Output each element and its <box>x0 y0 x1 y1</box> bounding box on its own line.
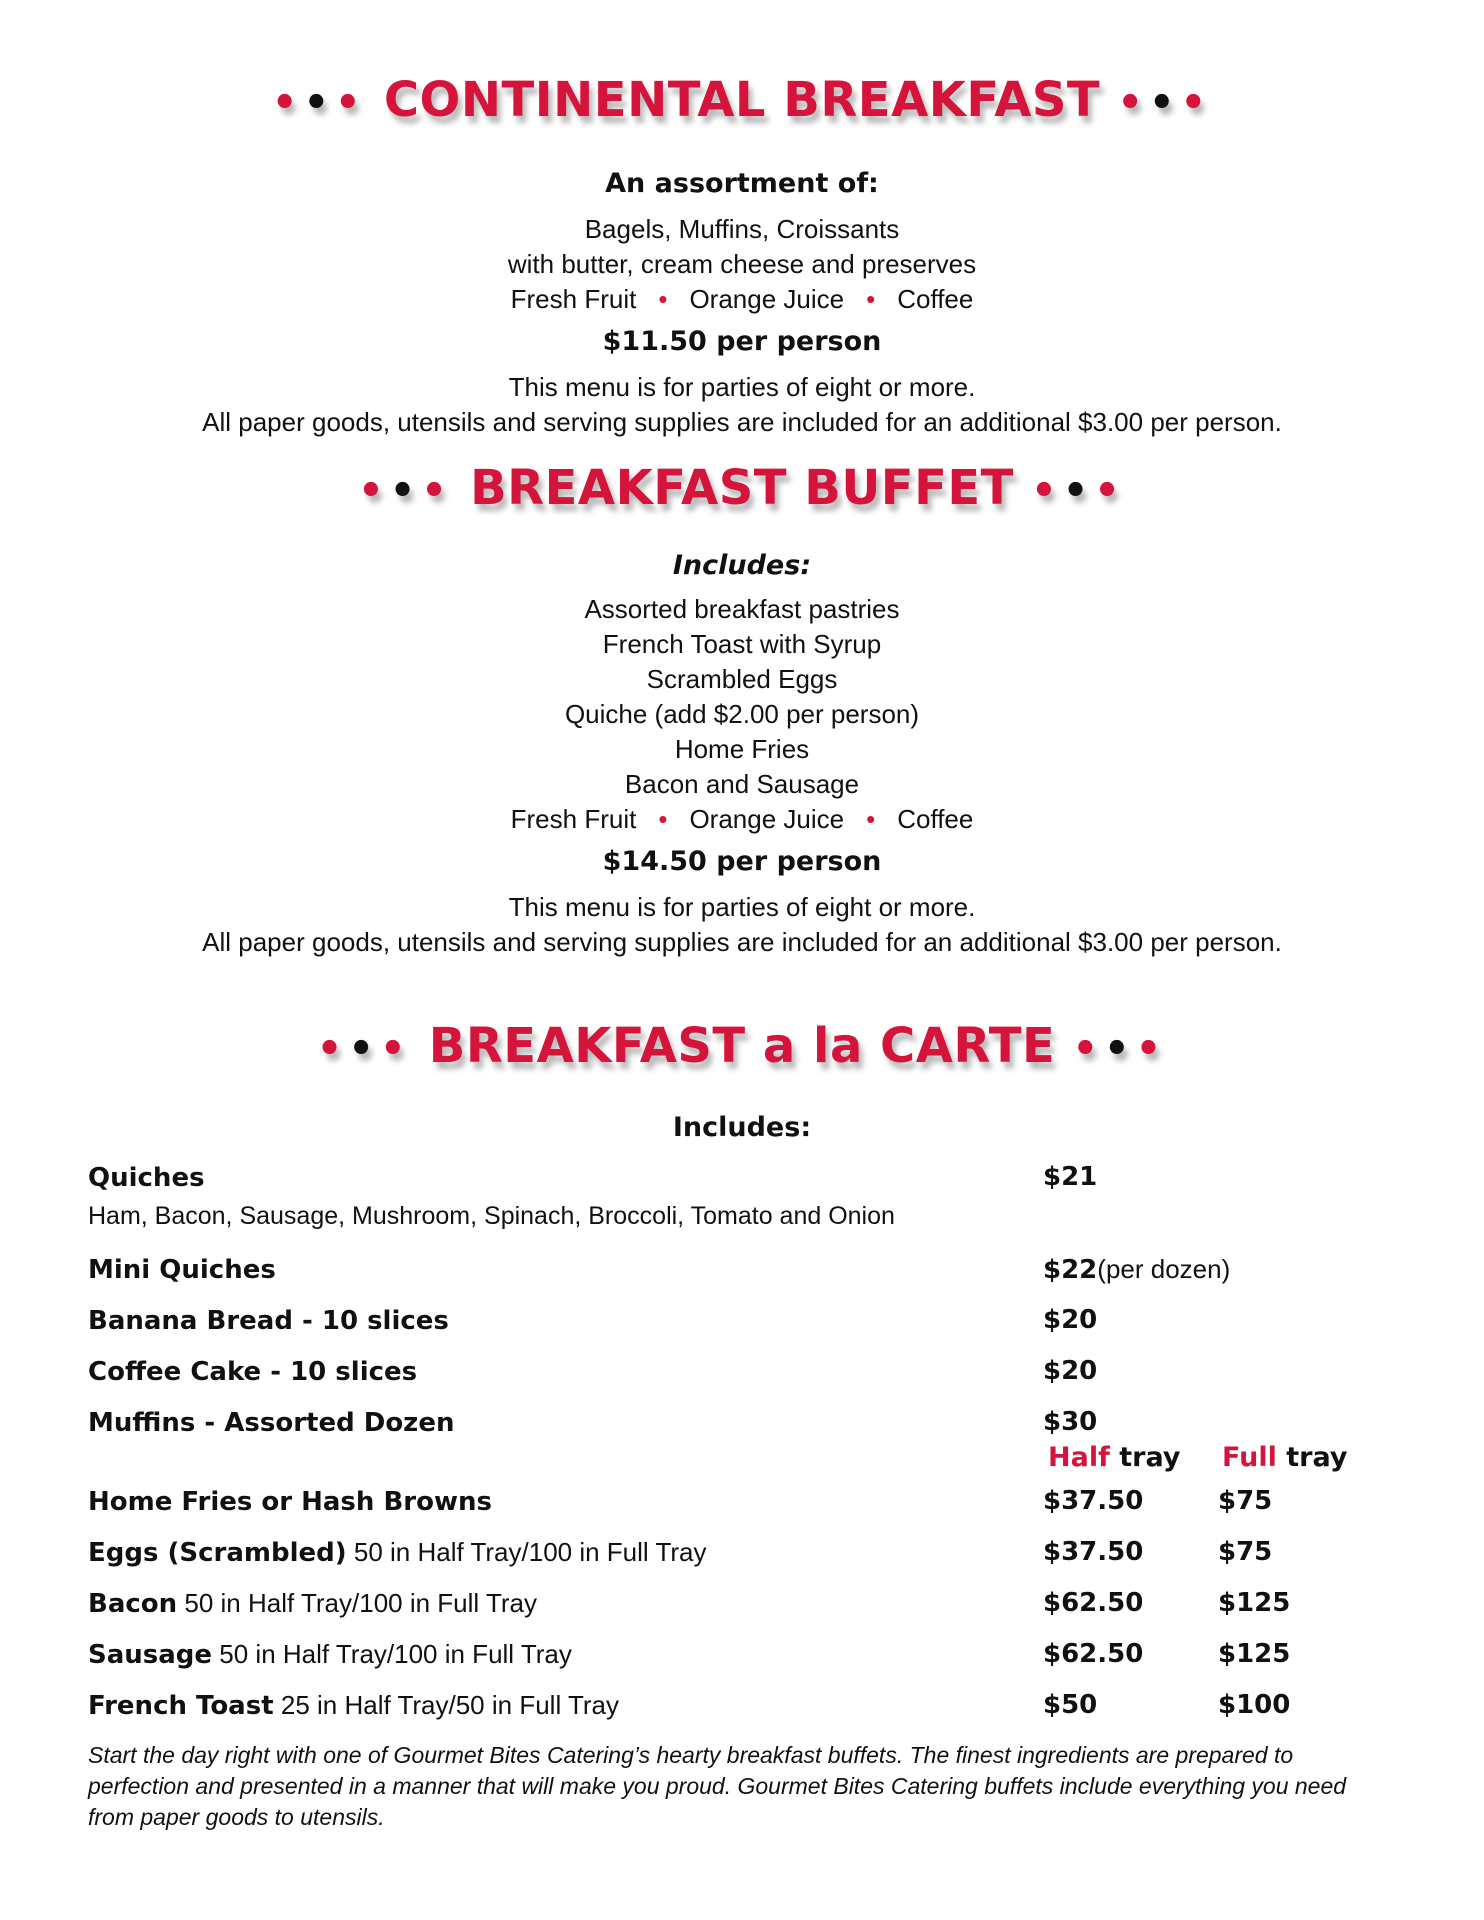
carte-heading <box>0 1018 1484 1074</box>
full-tray-price: $75 <box>1218 1486 1273 1516</box>
item-detail: 50 in Half Tray/100 in Full Tray <box>177 1588 537 1618</box>
menu-row-banana-bread <box>88 1305 1408 1345</box>
continental-line-2: with butter, cream cheese and preserves <box>507 249 977 279</box>
item-name: Bacon <box>88 1589 178 1619</box>
item-name: French Toast <box>88 1691 274 1721</box>
item-price: $20 <box>1043 1305 1098 1335</box>
item-name: Quiches <box>88 1163 205 1193</box>
half-tray-header: Half tray <box>1048 1442 1181 1473</box>
continental-price: $11.50 per person <box>602 326 882 357</box>
full-tray-price: $125 <box>1218 1588 1291 1618</box>
item-price: $21 <box>1043 1162 1098 1192</box>
item-price: $22 <box>1043 1255 1098 1285</box>
menu-row-muffins <box>88 1407 1408 1447</box>
item-name: Eggs (Scrambled) <box>88 1538 347 1568</box>
full-tray-price: $75 <box>1218 1537 1273 1567</box>
half-tray-price: $37.50 <box>1043 1486 1144 1516</box>
full-tray-price: $100 <box>1218 1690 1291 1720</box>
menu-row-french-toast <box>88 1690 1408 1730</box>
extra-fresh-fruit: Fresh Fruit <box>510 284 637 314</box>
bullet-separator: • <box>658 284 668 314</box>
item-detail: 50 in Half Tray/100 in Full Tray <box>346 1537 707 1567</box>
continental-note-2: All paper goods, utensils and serving supplies are included for an additional $3.00 per person. <box>202 407 1282 437</box>
continental-heading <box>0 72 1484 128</box>
buffet-subheading: Includes: <box>672 550 812 581</box>
item-name: Home Fries or Hash Browns <box>88 1487 492 1517</box>
continental-title: CONTINENTAL BREAKFAST <box>383 72 1101 128</box>
menu-row-home-fries <box>88 1486 1408 1526</box>
footer-paragraph: Start the day right with one of Gourmet Bites Catering’s hearty breakfast buffets. The finest ingredients are prepared to perfection and presented in a manner that will make you proud. Gourmet Bites Catering buffets include everything you need from paper goods to utensils. <box>88 1742 1347 1830</box>
buffet-item: Assorted breakfast pastries <box>584 594 900 624</box>
menu-row-coffee-cake <box>88 1356 1408 1396</box>
continental-line-1: Bagels, Muffins, Croissants <box>584 214 900 244</box>
buffet-title: BREAKFAST BUFFET <box>470 460 1014 516</box>
menu-row-eggs <box>88 1537 1408 1577</box>
menu-row-bacon <box>88 1588 1408 1628</box>
full-tray-price: $125 <box>1218 1639 1291 1669</box>
extra-fresh-fruit: Fresh Fruit <box>510 804 637 834</box>
menu-row-mini-quiches <box>88 1254 1408 1294</box>
item-name: Mini Quiches <box>88 1255 276 1285</box>
decorative-dots-right: ••• <box>1117 80 1213 126</box>
buffet-item: Home Fries <box>674 734 810 764</box>
quiches-description: Ham, Bacon, Sausage, Mushroom, Spinach, Broccoli, Tomato and Onion <box>88 1202 895 1230</box>
buffet-item: French Toast with Syrup <box>602 629 882 659</box>
item-detail: 25 in Half Tray/50 in Full Tray <box>273 1690 620 1720</box>
item-detail: 50 in Half Tray/100 in Full Tray <box>212 1639 572 1669</box>
extra-orange-juice: Orange Juice <box>689 804 845 834</box>
item-name: Banana Bread - 10 slices <box>88 1306 449 1336</box>
buffet-note-1: This menu is for parties of eight or more. <box>508 892 976 922</box>
continental-subheading: An assortment of: <box>605 168 879 199</box>
half-tray-price: $50 <box>1043 1690 1098 1720</box>
bullet-separator: • <box>866 804 876 834</box>
item-name: Muffins - Assorted Dozen <box>88 1408 455 1438</box>
menu-row-sausage <box>88 1639 1408 1679</box>
half-tray-price: $62.50 <box>1043 1639 1144 1669</box>
buffet-extras <box>0 802 1484 837</box>
buffet-heading <box>0 460 1484 516</box>
item-name: Coffee Cake - 10 slices <box>88 1357 418 1387</box>
item-price: $20 <box>1043 1356 1098 1386</box>
decorative-dots-left: ••• <box>316 1026 412 1072</box>
buffet-item: Quiche (add $2.00 per person) <box>564 699 920 729</box>
decorative-dots-right: ••• <box>1072 1026 1168 1072</box>
extra-coffee: Coffee <box>897 804 974 834</box>
extra-coffee: Coffee <box>897 284 974 314</box>
buffet-price: $14.50 per person <box>602 846 882 877</box>
decorative-dots-left: ••• <box>358 468 453 514</box>
buffet-item: Scrambled Eggs <box>646 664 838 694</box>
item-unit: (per dozen) <box>1097 1254 1231 1284</box>
item-name: Sausage <box>88 1640 213 1670</box>
carte-title: BREAKFAST a la CARTE <box>428 1018 1056 1074</box>
continental-note-1: This menu is for parties of eight or more. <box>508 372 976 402</box>
buffet-item: Bacon and Sausage <box>624 769 860 799</box>
decorative-dots-left: ••• <box>271 80 367 126</box>
full-tray-header: Full tray <box>1222 1442 1348 1473</box>
continental-extras <box>0 282 1484 317</box>
bullet-separator: • <box>658 804 668 834</box>
bullet-separator: • <box>866 284 876 314</box>
decorative-dots-right: ••• <box>1031 468 1126 514</box>
half-tray-price: $62.50 <box>1043 1588 1144 1618</box>
menu-row-quiches <box>88 1162 1408 1202</box>
buffet-note-2: All paper goods, utensils and serving supplies are included for an additional $3.00 per person. <box>202 927 1282 957</box>
half-tray-price: $37.50 <box>1043 1537 1144 1567</box>
carte-subheading: Includes: <box>672 1112 812 1143</box>
extra-orange-juice: Orange Juice <box>689 284 845 314</box>
item-price: $30 <box>1043 1407 1098 1437</box>
